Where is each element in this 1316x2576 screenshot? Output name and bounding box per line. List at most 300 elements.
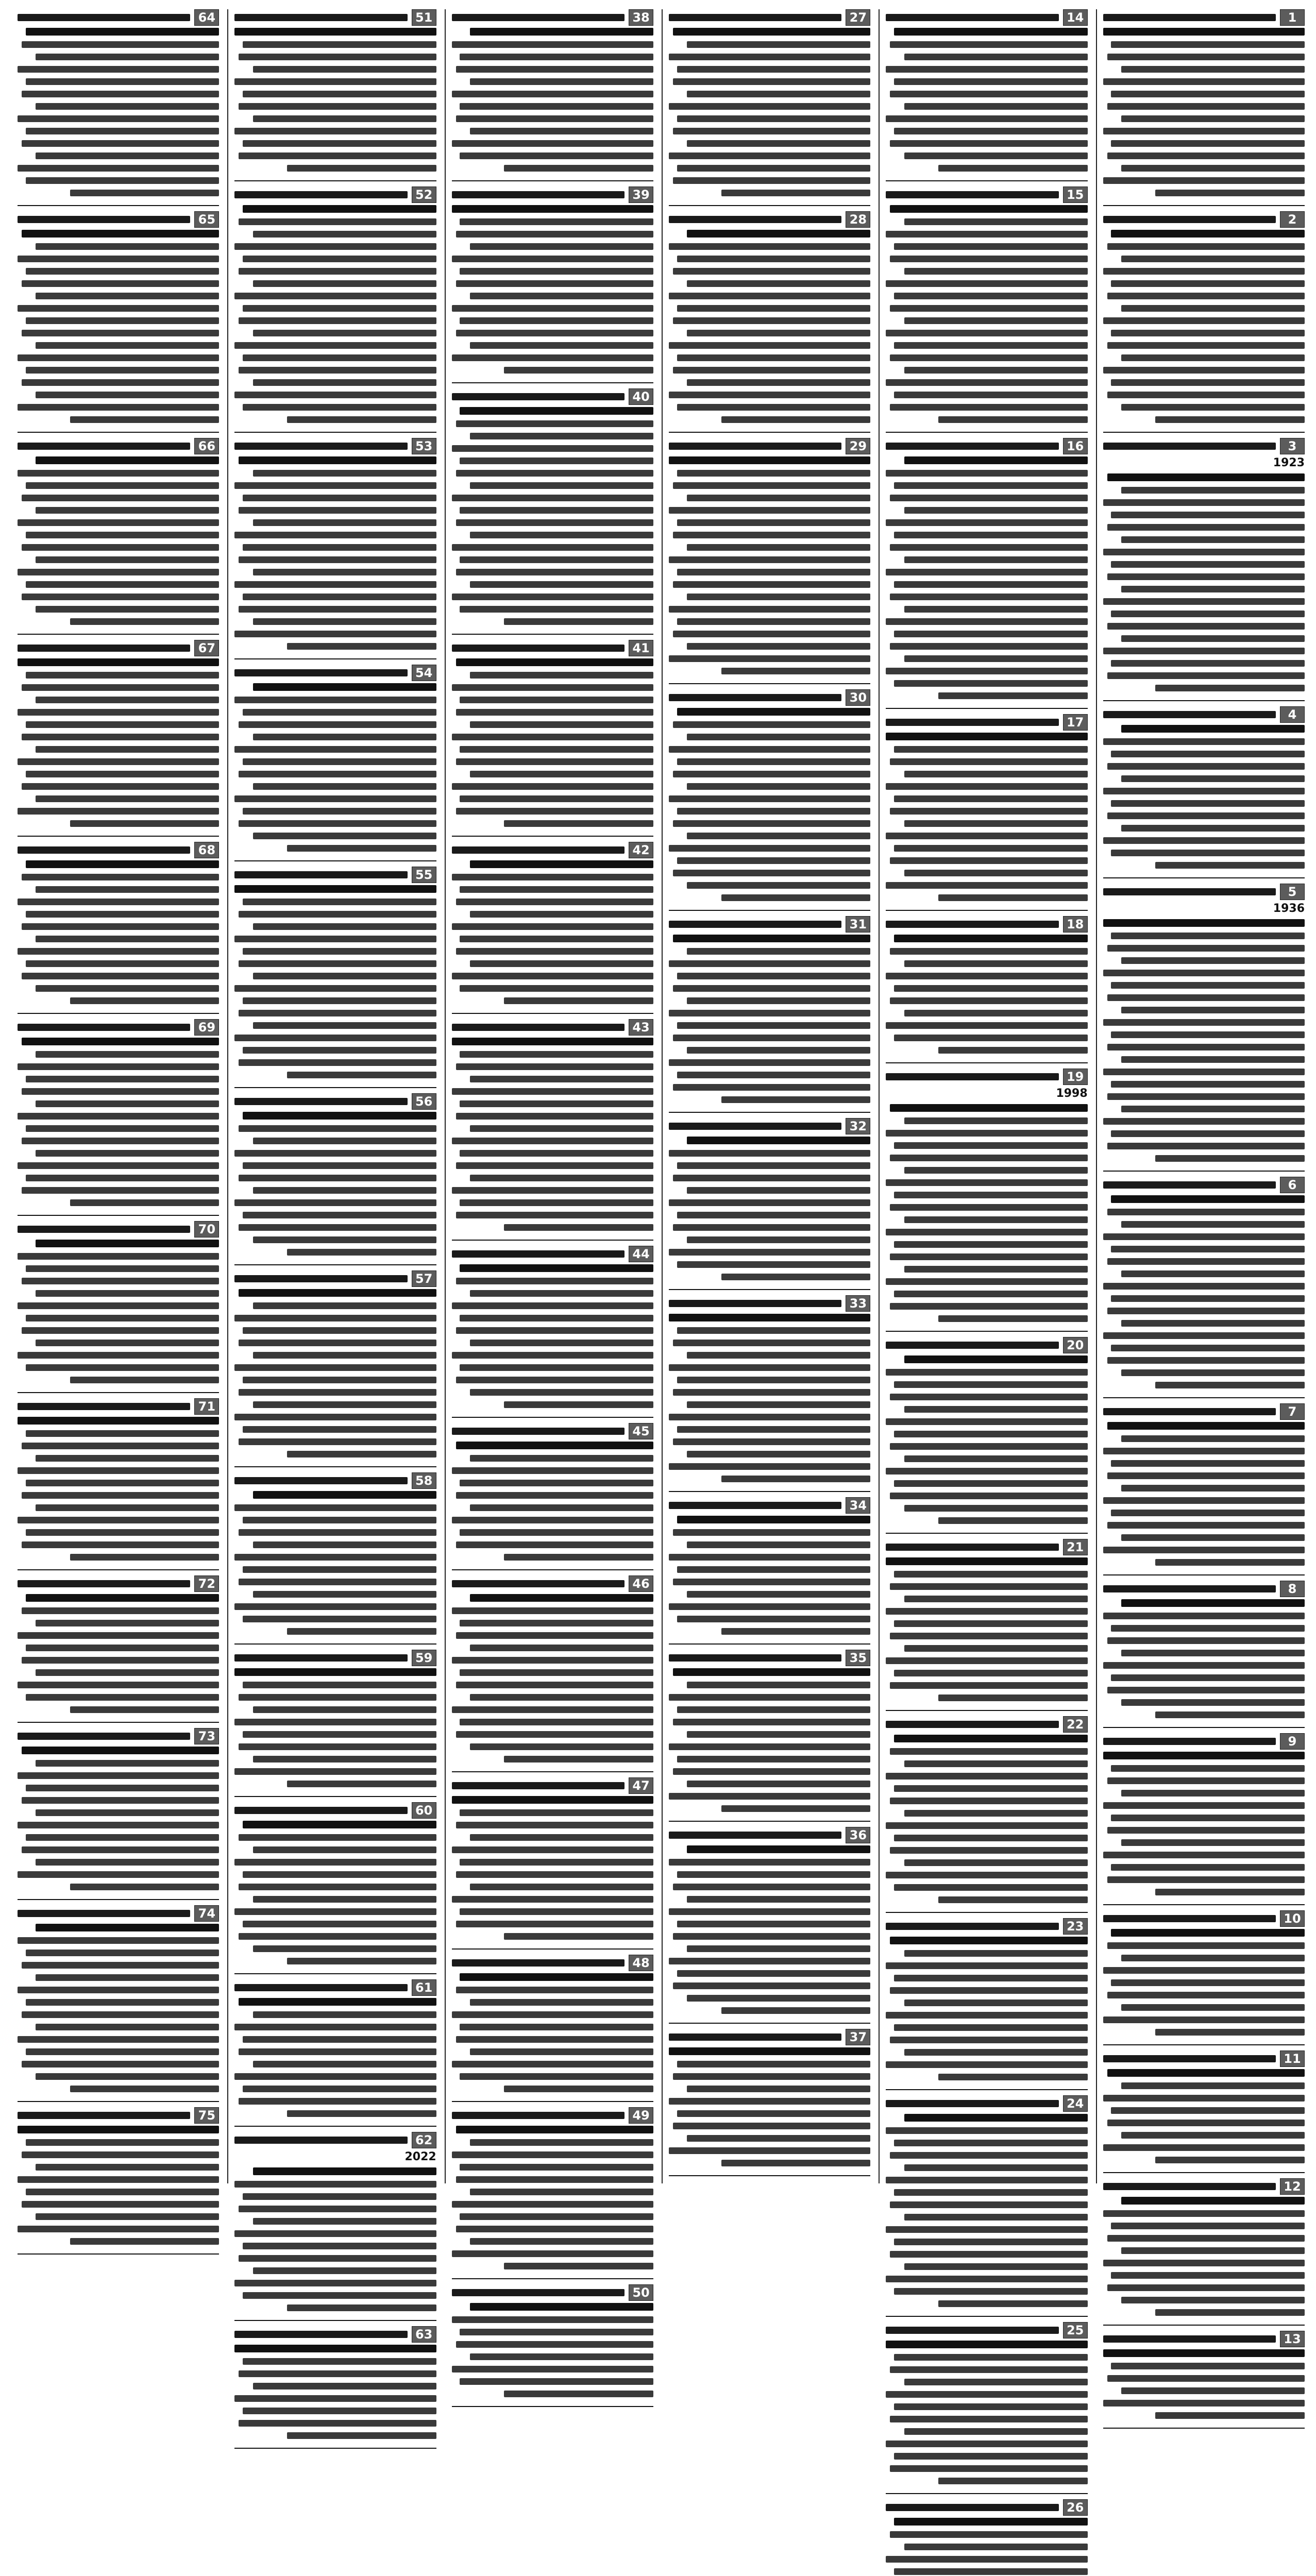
body-text-line bbox=[234, 1603, 436, 1610]
news-brief bbox=[886, 1337, 1087, 1534]
body-text-line bbox=[669, 1059, 870, 1066]
body-text-line bbox=[1155, 2412, 1305, 2419]
news-brief-number: 75 bbox=[194, 2107, 219, 2124]
body-text-line bbox=[1107, 473, 1305, 481]
body-text-line bbox=[721, 2007, 871, 2014]
news-brief bbox=[234, 438, 436, 659]
body-text-line bbox=[239, 1933, 436, 1940]
news-brief-lead-text bbox=[669, 694, 841, 701]
body-text-line bbox=[460, 1480, 653, 1486]
body-text-line bbox=[18, 1822, 219, 1828]
body-text-line bbox=[22, 1038, 220, 1045]
body-text-line bbox=[1107, 1209, 1305, 1215]
body-text-line bbox=[677, 1212, 871, 1218]
body-text-line bbox=[456, 948, 654, 955]
body-text-line bbox=[243, 140, 436, 147]
body-text-line bbox=[673, 1224, 871, 1231]
body-text-line bbox=[1103, 1613, 1305, 1619]
body-text-line bbox=[904, 2379, 1088, 2385]
body-text-line bbox=[18, 1417, 219, 1425]
news-brief-body bbox=[669, 1314, 870, 1482]
body-text-line bbox=[1155, 190, 1305, 196]
body-text-line bbox=[1111, 2272, 1305, 2279]
body-text-line bbox=[1103, 1547, 1305, 1553]
news-brief-lead-text bbox=[886, 443, 1058, 450]
body-text-line bbox=[886, 519, 1087, 526]
body-text-line bbox=[890, 2531, 1088, 2538]
news-brief bbox=[1103, 884, 1305, 1172]
news-brief-header bbox=[886, 1539, 1087, 1555]
body-text-line bbox=[673, 935, 871, 942]
body-text-line bbox=[673, 317, 871, 324]
body-text-line bbox=[938, 1315, 1088, 1322]
news-brief-number: 60 bbox=[412, 1802, 436, 1819]
body-text-line bbox=[70, 1884, 220, 1890]
body-text-line bbox=[904, 2164, 1088, 2171]
body-text-line bbox=[1121, 1699, 1305, 1706]
body-text-line bbox=[890, 354, 1088, 361]
news-brief-header bbox=[18, 2107, 219, 2124]
body-text-line bbox=[894, 845, 1088, 852]
body-text-line bbox=[234, 885, 436, 893]
body-text-line bbox=[22, 1962, 220, 1969]
news-brief-header bbox=[886, 9, 1087, 26]
body-text-line bbox=[890, 140, 1088, 147]
body-text-line bbox=[22, 495, 220, 501]
body-text-line bbox=[1111, 1295, 1305, 1302]
body-text-line bbox=[1111, 379, 1305, 386]
body-text-line bbox=[253, 1541, 436, 1548]
body-text-line bbox=[886, 2341, 1087, 2348]
body-text-line bbox=[904, 1455, 1088, 1462]
news-brief-body bbox=[1103, 725, 1305, 869]
news-brief-body bbox=[234, 1998, 436, 2117]
body-text-line bbox=[1155, 685, 1305, 691]
body-text-line bbox=[234, 631, 436, 637]
body-text-line bbox=[1155, 1889, 1305, 1895]
news-brief bbox=[1103, 1177, 1305, 1398]
news-brief bbox=[886, 1539, 1087, 1711]
body-text-line bbox=[26, 1645, 220, 1651]
news-brief-number: 33 bbox=[846, 1295, 870, 1312]
body-text-line bbox=[253, 66, 436, 73]
news-brief-lead-text bbox=[18, 1403, 190, 1410]
news-brief bbox=[18, 1019, 219, 1216]
body-text-line bbox=[687, 330, 870, 336]
body-text-line bbox=[890, 808, 1088, 815]
news-brief-header bbox=[1103, 9, 1305, 26]
body-text-line bbox=[687, 734, 870, 740]
body-text-line bbox=[677, 1616, 871, 1622]
news-brief-header bbox=[1103, 1403, 1305, 1420]
body-text-line bbox=[36, 697, 219, 703]
body-text-line bbox=[687, 544, 870, 551]
body-text-line bbox=[460, 2213, 653, 2220]
news-brief-body bbox=[18, 1417, 219, 1561]
news-brief-header bbox=[18, 211, 219, 228]
news-brief-number: 3 bbox=[1280, 438, 1305, 454]
news-brief-number: 44 bbox=[629, 1246, 653, 1262]
body-text-line bbox=[673, 631, 871, 637]
news-brief-number: 22 bbox=[1063, 1716, 1088, 1733]
news-brief-lead-text bbox=[18, 216, 190, 223]
body-text-line bbox=[26, 911, 220, 918]
body-text-line bbox=[452, 734, 653, 740]
news-brief bbox=[669, 916, 870, 1113]
body-text-line bbox=[253, 569, 436, 575]
body-text-line bbox=[904, 1645, 1088, 1652]
body-text-line bbox=[894, 1785, 1088, 1792]
body-text-line bbox=[452, 544, 653, 551]
body-text-line bbox=[456, 1327, 654, 1334]
news-brief-lead-text bbox=[886, 1073, 1058, 1080]
news-brief bbox=[234, 2326, 436, 2449]
body-text-line bbox=[1121, 487, 1305, 494]
body-text-line bbox=[18, 2036, 219, 2043]
body-text-line bbox=[36, 1455, 219, 1462]
body-text-line bbox=[677, 256, 871, 262]
body-text-line bbox=[890, 1493, 1088, 1499]
body-text-line bbox=[234, 78, 436, 85]
body-text-line bbox=[1111, 1765, 1305, 1772]
body-text-line bbox=[673, 2123, 871, 2129]
body-text-line bbox=[1107, 54, 1305, 60]
news-brief-header bbox=[18, 1019, 219, 1036]
body-text-line bbox=[886, 2226, 1087, 2233]
news-brief-number: 34 bbox=[846, 1497, 870, 1514]
body-text-line bbox=[239, 2048, 436, 2055]
news-brief bbox=[669, 211, 870, 433]
body-text-line bbox=[677, 115, 871, 122]
body-text-line bbox=[253, 231, 436, 238]
news-brief-lead-text bbox=[18, 1580, 190, 1587]
news-brief-header bbox=[18, 438, 219, 454]
news-brief-lead-text bbox=[234, 669, 407, 676]
body-text-line bbox=[669, 1603, 870, 1610]
body-text-line bbox=[18, 256, 219, 262]
body-text-line bbox=[22, 1747, 220, 1754]
body-text-line bbox=[456, 1731, 654, 1738]
body-text-line bbox=[938, 1896, 1088, 1903]
news-brief-header bbox=[1103, 1177, 1305, 1193]
news-brief-header bbox=[452, 1575, 653, 1592]
body-text-line bbox=[669, 1010, 870, 1016]
news-brief-number: 58 bbox=[412, 1472, 436, 1489]
body-text-line bbox=[470, 1743, 653, 1750]
body-text-line bbox=[669, 103, 870, 110]
news-brief-number: 5 bbox=[1280, 884, 1305, 900]
body-text-line bbox=[452, 256, 653, 262]
body-text-line bbox=[18, 1352, 219, 1359]
body-text-line bbox=[36, 985, 219, 992]
body-text-line bbox=[1103, 598, 1305, 605]
news-brief-header bbox=[452, 640, 653, 656]
body-text-line bbox=[243, 1162, 436, 1169]
news-brief-body bbox=[886, 1104, 1087, 1322]
body-text-line bbox=[890, 2251, 1088, 2258]
news-brief-body bbox=[669, 708, 870, 901]
body-text-line bbox=[22, 783, 220, 790]
body-text-line bbox=[673, 482, 871, 489]
body-text-line bbox=[1111, 512, 1305, 518]
body-text-line bbox=[890, 1682, 1088, 1689]
body-text-line bbox=[253, 973, 436, 979]
body-text-line bbox=[22, 734, 220, 740]
body-text-line bbox=[18, 808, 219, 815]
body-text-line bbox=[234, 1150, 436, 1157]
body-text-line bbox=[1111, 230, 1305, 238]
news-brief bbox=[234, 1802, 436, 1974]
news-brief-body bbox=[669, 1516, 870, 1635]
body-text-line bbox=[22, 1443, 220, 1449]
body-text-line bbox=[22, 1657, 220, 1664]
body-text-line bbox=[243, 1327, 436, 1334]
body-text-line bbox=[460, 152, 653, 159]
body-text-line bbox=[460, 2024, 653, 2030]
news-brief-header bbox=[234, 9, 436, 26]
body-text-line bbox=[456, 658, 654, 666]
body-text-line bbox=[677, 708, 871, 716]
body-text-line bbox=[456, 2341, 654, 2348]
body-text-line bbox=[890, 205, 1088, 213]
news-brief-body bbox=[234, 28, 436, 172]
body-text-line bbox=[938, 2478, 1088, 2484]
news-brief-body bbox=[886, 1557, 1087, 1701]
news-brief-lead-text bbox=[886, 2100, 1058, 2107]
news-brief-number: 26 bbox=[1063, 2499, 1088, 2516]
news-brief-lead-text bbox=[452, 645, 625, 652]
body-text-line bbox=[456, 2176, 654, 2183]
news-brief-header bbox=[452, 9, 653, 26]
body-text-line bbox=[904, 1117, 1088, 1124]
body-text-line bbox=[1111, 91, 1305, 97]
body-text-line bbox=[687, 495, 870, 501]
news-brief-body bbox=[669, 1137, 870, 1280]
body-text-line bbox=[452, 445, 653, 452]
body-text-line bbox=[894, 985, 1088, 992]
body-text-line bbox=[22, 379, 220, 386]
body-text-line bbox=[504, 618, 653, 625]
body-text-line bbox=[1111, 1864, 1305, 1871]
body-text-line bbox=[26, 860, 220, 868]
news-brief-header bbox=[18, 9, 219, 26]
news-brief-body bbox=[1103, 2197, 1305, 2316]
body-text-line bbox=[504, 2391, 653, 2397]
body-text-line bbox=[470, 860, 653, 868]
body-text-line bbox=[1107, 1308, 1305, 1314]
news-brief-number: 9 bbox=[1280, 1733, 1305, 1750]
body-text-line bbox=[1107, 2120, 1305, 2126]
body-text-line bbox=[18, 354, 219, 361]
body-text-line bbox=[890, 305, 1088, 312]
news-brief-number: 7 bbox=[1280, 1403, 1305, 1420]
body-text-line bbox=[669, 845, 870, 852]
body-text-line bbox=[687, 1047, 870, 1054]
news-brief-body bbox=[18, 1038, 219, 1206]
news-brief-lead-text bbox=[234, 1098, 407, 1105]
body-text-line bbox=[36, 1504, 219, 1511]
body-text-line bbox=[22, 1846, 220, 1853]
body-text-line bbox=[452, 2011, 653, 2018]
body-text-line bbox=[904, 268, 1088, 275]
news-brief-lead-text bbox=[452, 1428, 625, 1435]
body-text-line bbox=[894, 1381, 1088, 1388]
news-brief bbox=[234, 187, 436, 433]
news-brief-lead-text bbox=[886, 1544, 1058, 1551]
body-text-line bbox=[239, 317, 436, 324]
body-text-line bbox=[239, 1289, 436, 1297]
news-brief-header bbox=[234, 867, 436, 883]
body-text-line bbox=[460, 317, 653, 324]
body-text-line bbox=[22, 1492, 220, 1499]
body-text-line bbox=[669, 746, 870, 753]
body-text-line bbox=[22, 1138, 220, 1144]
news-brief bbox=[669, 1650, 870, 1822]
news-brief-body bbox=[452, 1038, 653, 1231]
body-text-line bbox=[1121, 1270, 1305, 1277]
body-text-line bbox=[673, 1035, 871, 1041]
body-text-line bbox=[673, 1719, 871, 1725]
body-text-line bbox=[239, 556, 436, 563]
body-text-line bbox=[470, 128, 653, 134]
news-brief-body bbox=[234, 205, 436, 423]
body-text-line bbox=[886, 66, 1087, 73]
body-text-line bbox=[1111, 561, 1305, 568]
news-brief-number: 46 bbox=[629, 1575, 653, 1592]
news-brief-number: 54 bbox=[412, 665, 436, 681]
body-text-line bbox=[894, 28, 1088, 36]
news-brief-number: 23 bbox=[1063, 1918, 1088, 1935]
body-text-line bbox=[1107, 1827, 1305, 1834]
body-text-line bbox=[904, 1760, 1088, 1767]
body-text-line bbox=[1107, 812, 1305, 819]
body-text-line bbox=[470, 1175, 653, 1181]
body-text-line bbox=[470, 532, 653, 538]
news-brief-body bbox=[669, 1668, 870, 1812]
news-brief bbox=[452, 640, 653, 837]
body-text-line bbox=[890, 1155, 1088, 1161]
news-brief-lead-text bbox=[1103, 1408, 1276, 1415]
body-text-line bbox=[1107, 945, 1305, 952]
news-brief-lead-text bbox=[1103, 1585, 1276, 1592]
body-text-line bbox=[1155, 862, 1305, 869]
body-text-line bbox=[470, 771, 653, 777]
news-brief-number: 8 bbox=[1280, 1581, 1305, 1597]
body-text-line bbox=[721, 1628, 871, 1635]
body-text-line bbox=[36, 795, 219, 802]
body-text-line bbox=[1103, 549, 1305, 555]
body-text-line bbox=[894, 935, 1088, 942]
news-brief-number: 38 bbox=[629, 9, 653, 26]
body-text-line bbox=[456, 1921, 654, 1927]
news-brief-lead-text bbox=[1103, 2055, 1276, 2062]
body-text-line bbox=[886, 1773, 1087, 1780]
news-brief-lead-text bbox=[886, 2504, 1058, 2511]
news-brief-header bbox=[886, 714, 1087, 731]
body-text-line bbox=[234, 581, 436, 588]
news-brief-header bbox=[18, 1905, 219, 1922]
body-text-line bbox=[18, 1063, 219, 1070]
body-text-line bbox=[1121, 1320, 1305, 1327]
body-text-line bbox=[1121, 1955, 1305, 1961]
body-text-line bbox=[894, 2354, 1088, 2361]
body-text-line bbox=[243, 2408, 436, 2414]
body-text-line bbox=[673, 771, 871, 777]
news-brief-number: 16 bbox=[1063, 438, 1088, 454]
body-text-line bbox=[460, 1150, 653, 1157]
body-text-line bbox=[904, 456, 1088, 464]
body-text-line bbox=[243, 1731, 436, 1738]
body-text-line bbox=[687, 1682, 870, 1688]
body-text-line bbox=[886, 1657, 1087, 1664]
body-text-line bbox=[234, 2395, 436, 2402]
news-brief-lead-text bbox=[886, 14, 1058, 21]
body-text-line bbox=[890, 1937, 1088, 1944]
body-text-line bbox=[243, 1871, 436, 1878]
body-text-line bbox=[253, 2383, 436, 2389]
body-text-line bbox=[1121, 256, 1305, 262]
body-text-line bbox=[243, 2358, 436, 2365]
body-text-line bbox=[1121, 536, 1305, 543]
news-brief bbox=[234, 1270, 436, 1467]
body-text-line bbox=[470, 78, 653, 85]
body-text-line bbox=[287, 2304, 436, 2311]
news-brief bbox=[886, 187, 1087, 433]
body-text-line bbox=[890, 1633, 1088, 1639]
body-text-line bbox=[18, 1871, 219, 1878]
body-text-line bbox=[36, 54, 219, 60]
body-text-line bbox=[1103, 367, 1305, 374]
body-text-line bbox=[456, 470, 654, 477]
body-text-line bbox=[287, 1451, 436, 1458]
body-text-line bbox=[677, 470, 871, 477]
body-text-line bbox=[452, 2061, 653, 2067]
body-text-line bbox=[22, 973, 220, 979]
news-brief-header bbox=[886, 1069, 1087, 1085]
body-text-line bbox=[22, 1797, 220, 1804]
body-text-line bbox=[253, 683, 436, 691]
news-brief-header bbox=[1103, 438, 1305, 454]
body-text-line bbox=[504, 165, 653, 172]
body-text-line bbox=[687, 140, 870, 147]
news-brief-body bbox=[1103, 1929, 1305, 2036]
body-text-line bbox=[460, 886, 653, 893]
body-text-line bbox=[886, 2276, 1087, 2282]
news-brief-number: 24 bbox=[1063, 2095, 1088, 2112]
body-text-line bbox=[1111, 982, 1305, 989]
body-text-line bbox=[721, 2160, 871, 2166]
news-brief-header bbox=[1103, 2050, 1305, 2067]
news-brief-number: 19 bbox=[1063, 1069, 1088, 1085]
body-text-line bbox=[677, 1022, 871, 1029]
body-text-line bbox=[687, 948, 870, 955]
body-text-line bbox=[938, 1047, 1088, 1054]
body-text-line bbox=[904, 2263, 1088, 2270]
news-brief-header bbox=[669, 916, 870, 933]
body-text-line bbox=[239, 1010, 436, 1016]
body-text-line bbox=[687, 2135, 870, 2142]
body-text-line bbox=[886, 2061, 1087, 2068]
news-brief-lead-text bbox=[1103, 1181, 1276, 1189]
news-brief bbox=[18, 1905, 219, 2102]
body-text-line bbox=[239, 218, 436, 225]
body-text-line bbox=[460, 507, 653, 514]
body-text-line bbox=[239, 1998, 436, 2006]
body-text-line bbox=[673, 268, 871, 275]
body-text-line bbox=[460, 1908, 653, 1915]
body-text-line bbox=[36, 243, 219, 250]
body-text-line bbox=[886, 2012, 1087, 2019]
